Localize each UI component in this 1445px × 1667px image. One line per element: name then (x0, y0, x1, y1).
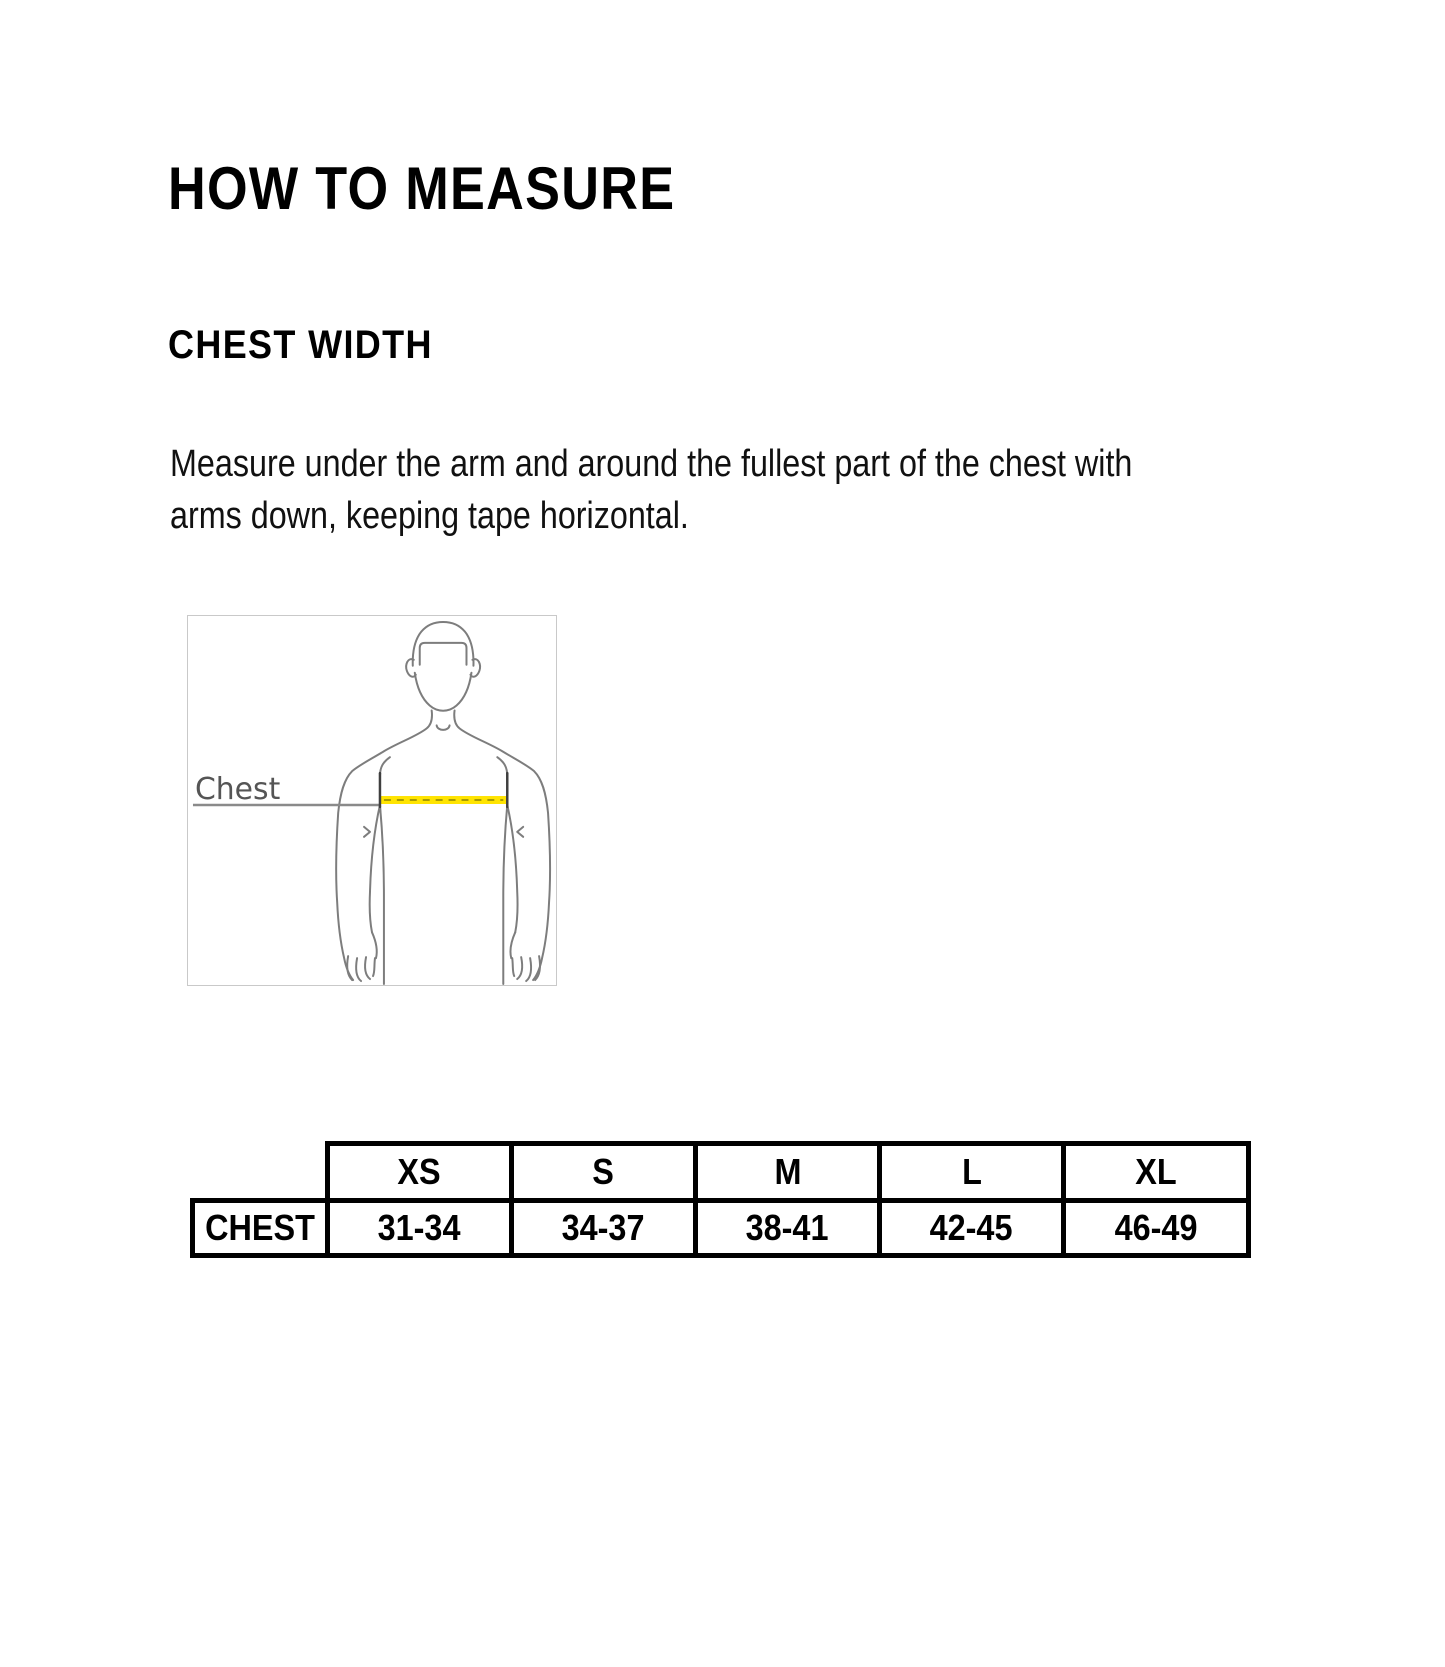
size-value: 42-45 (930, 1207, 1013, 1248)
size-col-header-label: S (592, 1151, 615, 1192)
size-col-header (696, 1144, 880, 1201)
size-col-header-label: M (774, 1151, 801, 1192)
size-col-header-label: XS (397, 1151, 442, 1192)
size-value-cell (328, 1201, 512, 1256)
section-title: CHEST WIDTH (168, 323, 433, 367)
row-label: CHEST (205, 1207, 315, 1248)
size-col-header-label: XL (1135, 1151, 1177, 1192)
size-col-header (880, 1144, 1064, 1201)
size-value-cell (880, 1201, 1064, 1256)
page-title: HOW TO MEASURE (168, 155, 676, 222)
row-label-cell (193, 1201, 328, 1256)
size-col-header (328, 1144, 512, 1201)
size-chart-header-row (193, 1144, 1249, 1201)
chest-label: Chest (194, 772, 281, 808)
size-chart-table (190, 1141, 1251, 1258)
size-chart-chest-row (193, 1201, 1249, 1256)
size-col-header-label: L (961, 1151, 982, 1192)
table-spacer-cell (193, 1144, 328, 1201)
instructions-text: Measure under the arm and around the fullest part of the chest with arms down, keeping tape horizontal. (170, 443, 1133, 537)
size-value: 31-34 (378, 1207, 461, 1248)
size-value: 34-37 (562, 1207, 645, 1248)
size-value: 46-49 (1114, 1207, 1198, 1248)
size-value-cell (1064, 1201, 1249, 1256)
size-col-header (1064, 1144, 1249, 1201)
size-col-header (512, 1144, 696, 1201)
size-value-cell (512, 1201, 696, 1256)
measurement-diagram (187, 615, 557, 986)
size-value: 38-41 (746, 1207, 829, 1248)
size-value-cell (696, 1201, 880, 1256)
torso-illustration (188, 616, 556, 985)
